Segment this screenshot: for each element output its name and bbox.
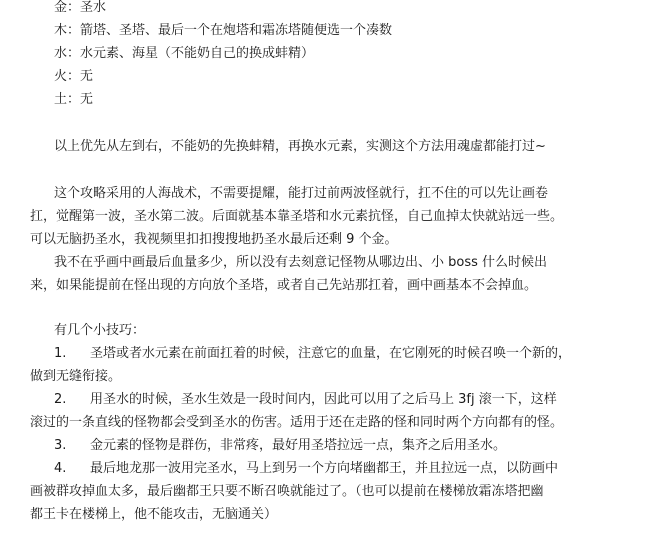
tip-3-line-1: 金元素的怪物是群伤，非常疼，最好用圣塔拉远一点，集齐之后用圣水。 bbox=[90, 438, 507, 453]
blood-line-2: 来，如果能提前在怪出现的方向放个圣塔，或者自己先站那扛着，画中画基本不会掉血。 bbox=[30, 278, 538, 293]
tip-4-line-2: 画被群攻掉血太多，最后幽都王只要不断召唤就能过了。（也可以提前在楼梯放霜冻塔把幽 bbox=[30, 484, 544, 499]
tips-heading: 有几个小技巧： bbox=[54, 323, 146, 338]
tip-2-line-1: 用圣水的时候，圣水生效是一段时间内，因此可以用了之后马上 3fj 滚一下，这样 bbox=[90, 392, 557, 407]
strategy-line-1: 这个攻略采用的人海战术，不需要提耀，能打过前两波怪就行，扛不住的可以先让画卷 bbox=[54, 186, 549, 201]
tip-1-line-1: 圣塔或者水元素在前面扛着的时候，注意它的血量，在它刚死的时候召唤一个新的， bbox=[90, 346, 572, 361]
tip-1-number: 1. bbox=[54, 346, 67, 361]
strategy-line-3: 可以无脑扔圣水，我视频里扣扣搜搜地扔圣水最后还剩 9 个金。 bbox=[30, 232, 398, 247]
tip-2-number: 2. bbox=[54, 392, 67, 407]
element-earth-line: 土：无 bbox=[54, 92, 94, 107]
element-water-line: 水：水元素、海星（不能奶自己的换成蚌精） bbox=[54, 46, 315, 61]
blood-line-1: 我不在乎画中画最后血量多少，所以没有去刻意记怪物从哪边出、小 boss 什么时候出 bbox=[54, 255, 548, 270]
element-fire-line: 火：无 bbox=[54, 69, 94, 84]
tip-4-line-3: 都王卡在楼梯上，他不能攻击，无脑通关） bbox=[30, 507, 278, 522]
tip-3-number: 3. bbox=[54, 438, 67, 453]
tip-4-number: 4. bbox=[54, 461, 67, 476]
tip-1-line-2: 做到无缝衔接。 bbox=[30, 369, 122, 384]
element-wood-line: 木：箭塔、圣塔、最后一个在炮塔和霜冻塔随便选一个凑数 bbox=[54, 23, 393, 38]
element-gold-line: 金：圣水 bbox=[54, 0, 107, 15]
tip-4-line-1: 最后地龙那一波用完圣水，马上到另一个方向堵幽都王，并且拉远一点，以防画中 bbox=[90, 461, 559, 476]
strategy-line-2: 扛，觉醒第一波，圣水第二波。后面就基本靠圣塔和水元素抗怪，自己血掉太快就站远一些。 bbox=[30, 209, 564, 224]
priority-note: 以上优先从左到右，不能奶的先换蚌精，再换水元素，实测这个方法用魂虚都能打过~ bbox=[54, 139, 546, 154]
tip-2-line-2: 滚过的一条直线的怪物都会受到圣水的伤害。适用于还在走路的怪和同时两个方向都有的怪。 bbox=[30, 415, 564, 430]
